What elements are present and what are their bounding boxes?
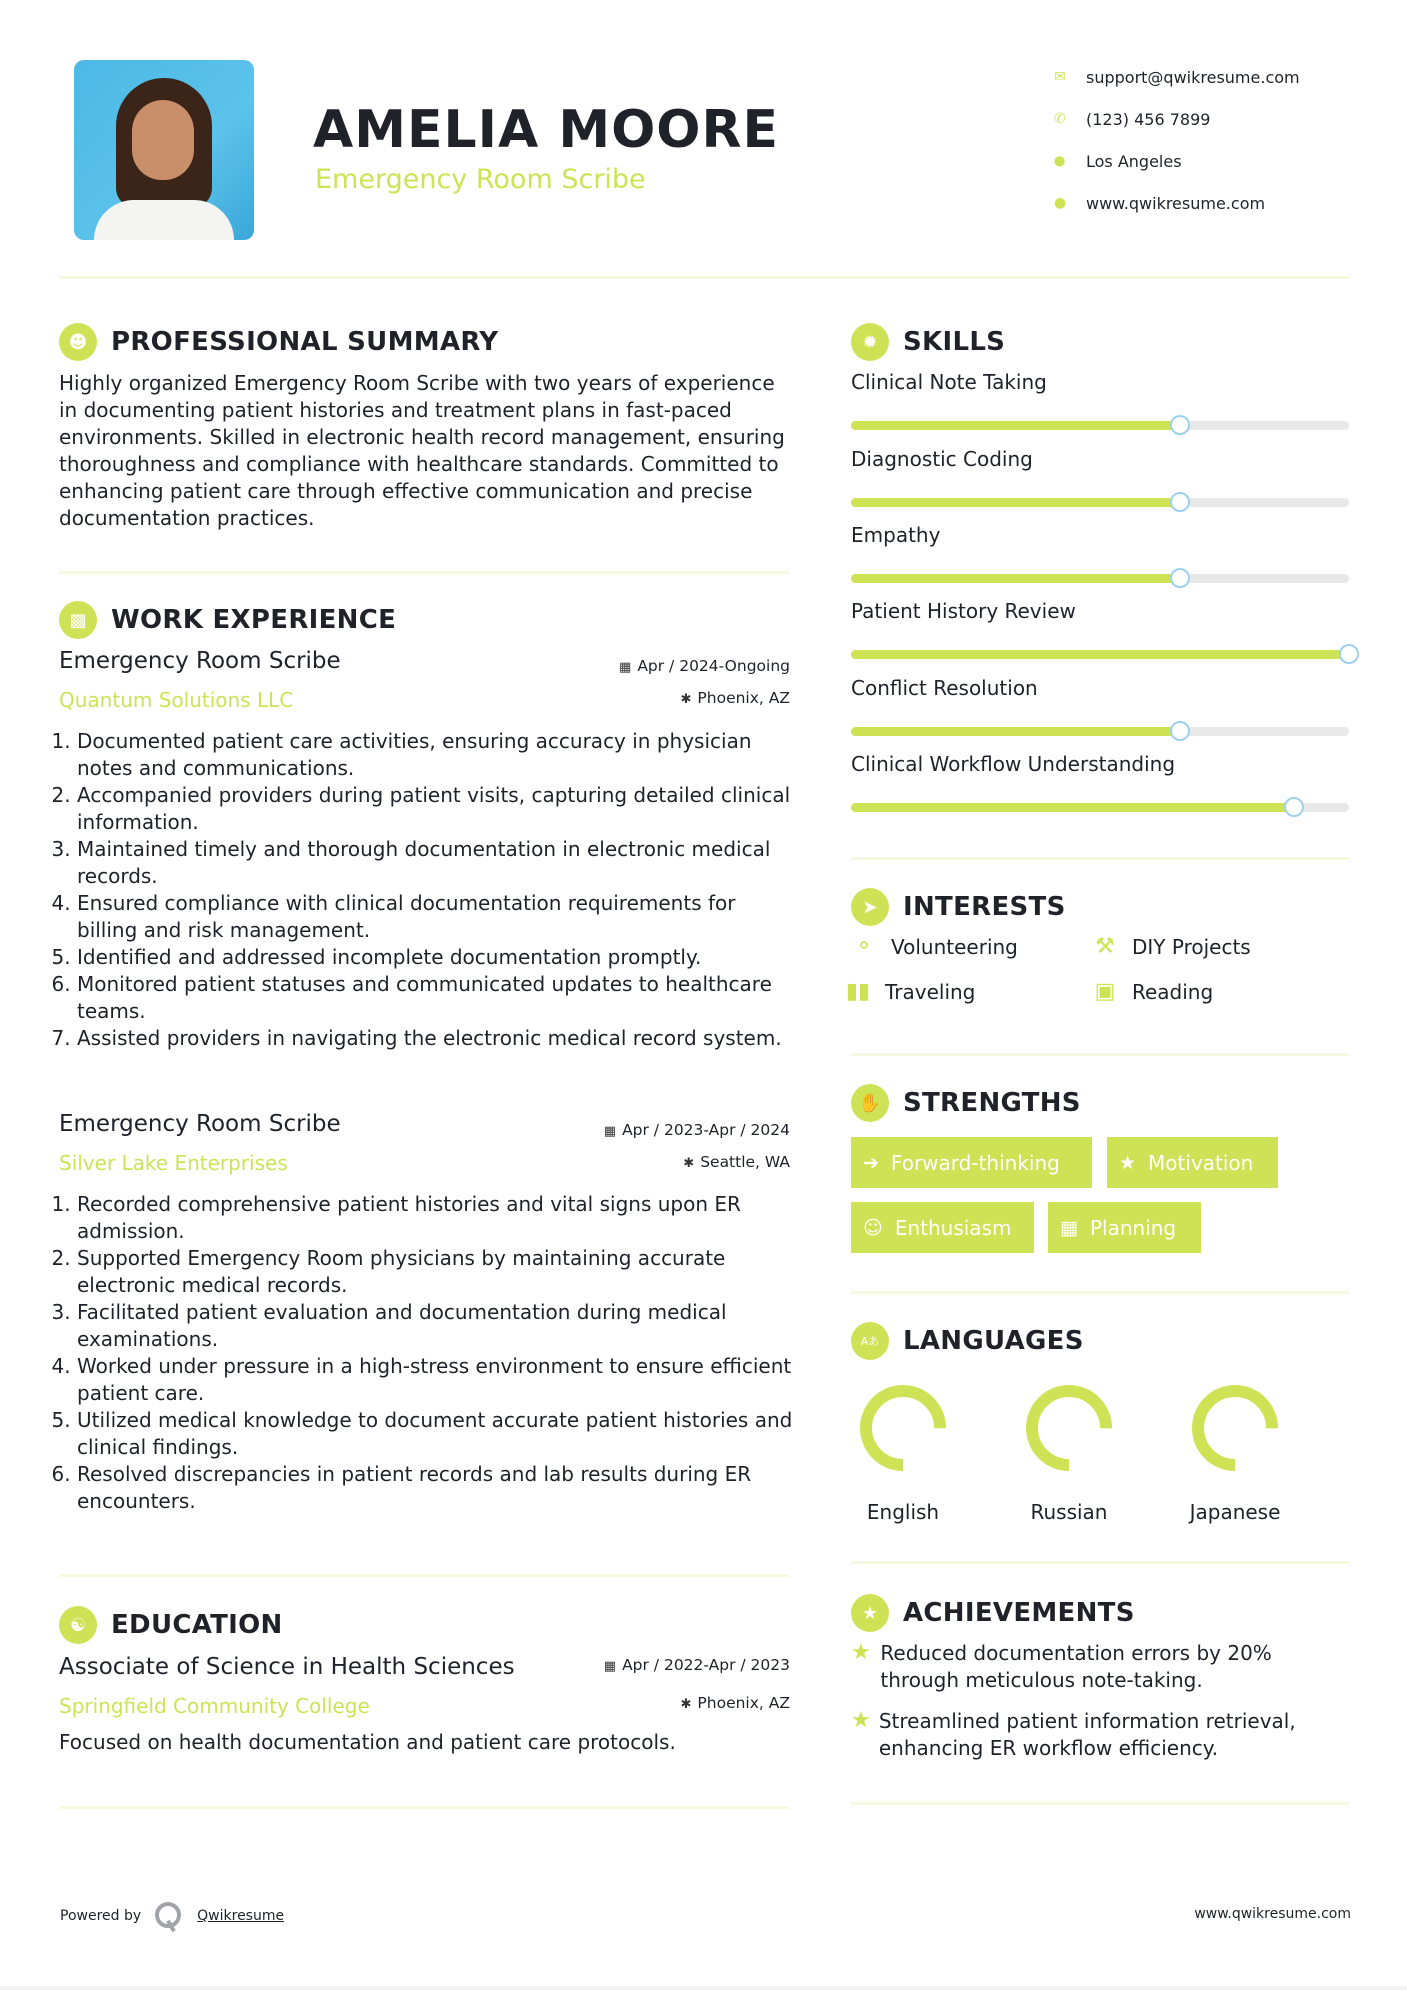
language-icon: Aあ <box>851 1322 889 1360</box>
pushpin-icon: ✱ <box>680 692 692 707</box>
job-bullet: 4. Worked under pressure in a high-stress environment to ensure efficient patient care. <box>77 1353 799 1407</box>
strength-label: Motivation <box>1148 1150 1254 1175</box>
skill-bar-fill <box>851 803 1294 812</box>
contact-location-text: Los Angeles <box>1086 151 1182 171</box>
education-title: EDUCATION <box>111 1610 283 1640</box>
strength-label: Planning <box>1089 1215 1177 1240</box>
job-bullet: 2. Supported Emergency Room physicians by maintaining accurate electronic medical records. <box>77 1245 799 1299</box>
achievements-divider <box>851 1802 1349 1805</box>
skill-bar-knob <box>1170 568 1190 588</box>
education-location-text: Phoenix, AZ <box>697 1694 790 1712</box>
skills-divider <box>851 857 1349 860</box>
job-dates-text: Apr / 2023-Apr / 2024 <box>622 1121 790 1139</box>
summary-heading <box>59 323 498 361</box>
job-location-text: Seattle, WA <box>700 1153 790 1171</box>
skill-item <box>851 447 1349 507</box>
skill-bar <box>851 574 1349 583</box>
binoculars-icon: ▮▮ <box>845 979 871 1004</box>
job-location <box>681 689 790 707</box>
skill-bar-knob <box>1284 797 1304 817</box>
arrow-right-icon: ➔ <box>863 1151 879 1174</box>
interest-item <box>843 979 975 1004</box>
skill-item <box>851 370 1349 430</box>
contact-list <box>1050 56 1300 224</box>
contact-phone[interactable] <box>1050 98 1300 140</box>
job-bullet: 3. Facilitated patient evaluation and documentation during medical examinations. <box>77 1299 799 1353</box>
user-icon: ☻ <box>59 323 97 361</box>
language-label: English <box>866 1500 940 1524</box>
interests-divider <box>851 1053 1349 1056</box>
skill-bar <box>851 498 1349 507</box>
degree-title: Associate of Science in Health Sciences <box>59 1654 515 1680</box>
skill-label: Clinical Workflow Understanding <box>851 752 1176 776</box>
education-description: Focused on health documentation and patient care protocols. <box>59 1730 676 1754</box>
contact-location <box>1050 140 1300 182</box>
handshake-icon: ⚬ <box>854 934 874 959</box>
interests-heading <box>851 888 1066 926</box>
strength-chip <box>851 1137 1092 1188</box>
skill-bar <box>851 421 1349 430</box>
qwikresume-logo-icon <box>155 1902 181 1930</box>
job-bullet: 3. Maintained timely and thorough documentation in electronic medical records. <box>77 836 799 890</box>
job-bullet: 5. Identified and addressed incomplete documentation promptly. <box>77 944 799 971</box>
interest-item <box>1090 979 1213 1004</box>
strength-label: Forward-thinking <box>890 1150 1060 1175</box>
education-heading <box>59 1606 283 1644</box>
education-dates-text: Apr / 2022-Apr / 2023 <box>622 1656 790 1674</box>
shooting-star-icon: ★ <box>851 1708 871 1733</box>
graduate-icon: ☯ <box>59 1606 97 1644</box>
job-bullets <box>59 1191 799 1515</box>
language-ring <box>1185 1378 1285 1478</box>
contact-phone-text: (123) 456 7899 <box>1086 109 1211 129</box>
achievement-text: Reduced documentation errors by 20% through meticulous note-taking. <box>880 1641 1272 1692</box>
smile-icon: ☺ <box>863 1216 883 1239</box>
language-label: Japanese <box>1189 1500 1281 1524</box>
job-dates-text: Apr / 2024-Ongoing <box>637 657 790 675</box>
photo-shirt-shape <box>94 200 234 240</box>
contact-email[interactable] <box>1050 56 1300 98</box>
wrench-icon: ⚒ <box>1095 934 1115 959</box>
office-chair-icon: ▩ <box>59 601 97 639</box>
calendar-icon: ▦ <box>603 1124 617 1139</box>
interest-label: Reading <box>1132 979 1214 1004</box>
skill-item <box>851 752 1349 812</box>
contact-website-text: www.qwikresume.com <box>1086 193 1266 213</box>
skills-heading <box>851 323 1005 361</box>
languages-heading <box>851 1322 1084 1360</box>
skill-label: Diagnostic Coding <box>851 447 1033 471</box>
powered-by-text: Powered by <box>60 1908 142 1924</box>
skill-item <box>851 676 1349 736</box>
fist-icon: ✋ <box>851 1084 889 1122</box>
job-bullet: 1. Recorded comprehensive patient histories and vital signs upon ER admission. <box>77 1191 799 1245</box>
skill-label: Empathy <box>851 523 941 547</box>
skill-bar-knob <box>1170 415 1190 435</box>
contact-website[interactable] <box>1050 182 1300 224</box>
skill-bar <box>851 650 1349 659</box>
calendar-icon: ▦ <box>1060 1216 1078 1239</box>
photo-face-shape <box>132 100 194 180</box>
languages-title: LANGUAGES <box>903 1326 1084 1356</box>
education-dates <box>604 1656 790 1674</box>
interest-item <box>849 934 1018 959</box>
star-icon: ★ <box>1119 1151 1137 1174</box>
paper-plane-icon: ➤ <box>851 888 889 926</box>
job-company: Quantum Solutions LLC <box>59 688 294 712</box>
footer-url[interactable]: www.qwikresume.com <box>1194 1906 1351 1922</box>
strength-chip <box>1048 1202 1201 1253</box>
achievement-item <box>851 1708 1351 1762</box>
education-divider <box>59 1806 789 1809</box>
job-title: Emergency Room Scribe <box>59 648 341 674</box>
languages-divider <box>851 1561 1349 1564</box>
skill-bar-knob <box>1170 492 1190 512</box>
strength-chip <box>851 1202 1034 1253</box>
interest-label: Volunteering <box>891 934 1018 959</box>
job-bullet: 1. Documented patient care activities, ensuring accuracy in physician notes and communications. <box>77 728 799 782</box>
skill-item <box>851 523 1349 583</box>
job-dates <box>604 1121 790 1139</box>
achievement-item <box>851 1640 1351 1694</box>
skill-bar-knob <box>1170 721 1190 741</box>
skills-title: SKILLS <box>903 327 1006 357</box>
job-bullet: 6. Resolved discrepancies in patient records and lab results during ER encounters. <box>77 1461 799 1515</box>
interest-label: Traveling <box>885 979 976 1004</box>
shooting-star-icon: ★ <box>851 1640 871 1665</box>
job-bullet: 4. Ensured compliance with clinical documentation requirements for billing and risk management. <box>77 890 799 944</box>
achievement-text: Streamlined patient information retrieval, enhancing ER workflow efficiency. <box>878 1709 1296 1760</box>
footer-powered-by <box>60 1902 284 1930</box>
skill-bar <box>851 727 1349 736</box>
skill-bar-fill <box>851 650 1349 659</box>
pushpin-icon: ✱ <box>683 1156 695 1171</box>
skill-item <box>851 599 1349 659</box>
page-bottom-edge <box>0 1986 1407 1990</box>
job-title: Emergency Room Scribe <box>59 1111 341 1137</box>
job-location-text: Phoenix, AZ <box>697 689 790 707</box>
language-ring <box>853 1378 953 1478</box>
language-item <box>838 1378 968 1524</box>
skill-label: Clinical Note Taking <box>851 370 1047 394</box>
candidate-title: Emergency Room Scribe <box>315 164 646 195</box>
skill-bar-knob <box>1339 644 1359 664</box>
strengths-divider <box>851 1291 1349 1294</box>
job-location <box>683 1153 790 1171</box>
interests-title: INTERESTS <box>903 892 1066 922</box>
language-ring <box>1019 1378 1119 1478</box>
job-dates <box>619 657 790 675</box>
achievements-title: ACHIEVEMENTS <box>903 1598 1135 1628</box>
job-bullet: 5. Utilized medical knowledge to document accurate patient histories and clinical findings. <box>77 1407 799 1461</box>
language-item <box>1170 1378 1300 1524</box>
skill-bar-fill <box>851 727 1180 736</box>
language-item <box>1004 1378 1134 1524</box>
phone-icon: ✆ <box>1054 111 1066 127</box>
experience-divider <box>59 1574 789 1577</box>
lightbulb-icon: ✹ <box>851 323 889 361</box>
qwikresume-link[interactable]: Qwikresume <box>197 1908 285 1924</box>
summary-text: Highly organized Emergency Room Scribe with two years of experience in documenting patient histories and treatment plans in fast-paced environments. Skilled in electronic health record management, ensuring thoroughness and compliance with healthcare standards. Committed to enhancing patient care through effective communication and precise documentation practices. <box>59 371 785 530</box>
calendar-icon: ▦ <box>619 660 632 675</box>
skill-bar <box>851 803 1349 812</box>
language-label: Russian <box>1030 1500 1108 1524</box>
school-name: Springfield Community College <box>59 1694 370 1718</box>
envelope-icon: ✉ <box>1054 69 1066 85</box>
skill-bar-fill <box>851 498 1180 507</box>
skill-label: Conflict Resolution <box>851 676 1038 700</box>
pushpin-icon: ✱ <box>680 1697 692 1712</box>
job-company: Silver Lake Enterprises <box>59 1151 288 1175</box>
book-icon: ▣ <box>1094 979 1116 1004</box>
strengths-heading <box>851 1084 1081 1122</box>
map-pin-icon: ⬤ <box>1054 155 1066 167</box>
summary-title: PROFESSIONAL SUMMARY <box>111 327 499 357</box>
experience-heading <box>59 601 396 639</box>
strengths-title: STRENGTHS <box>903 1088 1081 1118</box>
skill-bar-fill <box>851 574 1180 583</box>
award-star-icon: ★ <box>851 1594 889 1632</box>
job-bullet: 2. Accompanied providers during patient visits, capturing detailed clinical information. <box>77 782 799 836</box>
education-location <box>681 1694 790 1712</box>
header-divider <box>59 276 1349 279</box>
skill-label: Patient History Review <box>851 599 1076 623</box>
job-bullet: 6. Monitored patient statuses and communicated updates to healthcare teams. <box>77 971 799 1025</box>
experience-title: WORK EXPERIENCE <box>111 605 397 635</box>
summary-divider <box>59 571 789 574</box>
interest-item <box>1090 934 1251 959</box>
profile-photo <box>74 60 254 240</box>
interest-label: DIY Projects <box>1132 934 1251 959</box>
achievements-heading <box>851 1594 1135 1632</box>
skill-bar-fill <box>851 421 1180 430</box>
strength-label: Enthusiasm <box>894 1215 1012 1240</box>
contact-email-text: support@qwikresume.com <box>1086 67 1300 87</box>
strength-chip <box>1107 1137 1278 1188</box>
candidate-name: AMELIA MOORE <box>313 100 780 160</box>
job-bullets <box>59 728 799 1052</box>
job-bullet: 7. Assisted providers in navigating the electronic medical record system. <box>77 1025 799 1052</box>
globe-icon: ● <box>1054 195 1067 211</box>
calendar-icon: ▦ <box>603 1659 617 1674</box>
